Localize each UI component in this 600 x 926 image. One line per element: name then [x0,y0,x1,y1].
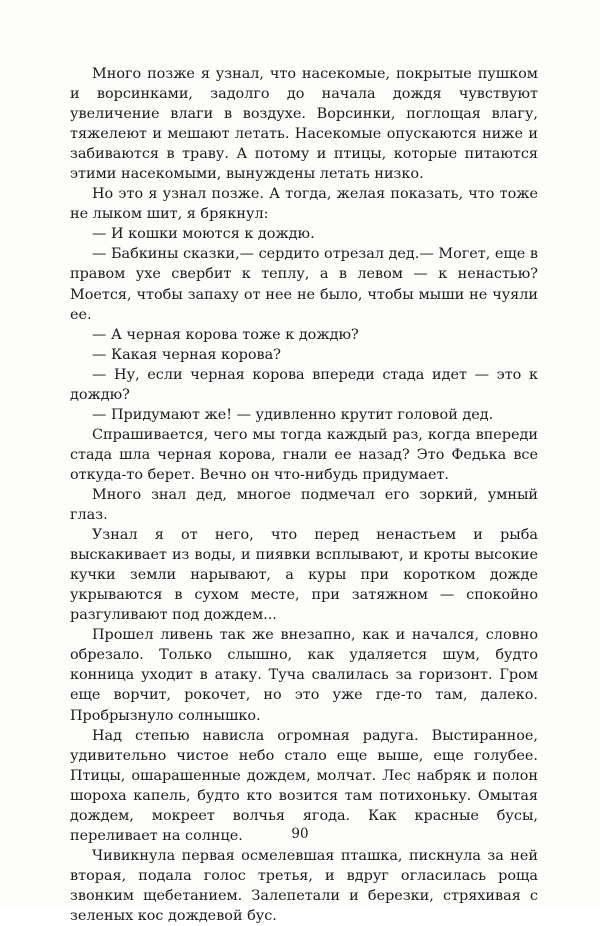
dialogue-line: — Какая черная корова? [92,346,281,363]
paragraph: Но это я узнал позже. А тогда, желая показать, что тоже не лыком шит, я брякнул: [70,186,538,223]
paragraph: Прошел ливень так же внезапно, как и начался, словно обрезало. Только слышно, как удаляется шум, будто конница уходит в атаку. Туча свалилась за горизонт. Гром еще ворчит, рокочет, но это уже где-то там, далеко. Пробрызнуло солнышко. [70,627,538,724]
paragraph: Много позже я узнал, что насекомые, покрытые пушком и ворсинками, задолго до начала дождя чувствуют увеличение влаги в воздухе. Ворсинки, поглощая влагу, тяжелеют и мешают летать. Насекомые опускаются ниже и забиваются в траву. А потому и птицы, которые питаются этими насекомыми, вынуждены летать низко. [70,66,538,183]
dialogue-line: — Бабкины сказки,— сердито отрезал дед.— Могет, еще в правом ухе свербит к теплу, а в левом — к ненастью? Моется, чтобы запаху от нее не было, чтобы мыши не чуяли ее. [70,246,538,323]
dialogue-line: — И кошки моются к дождю. [92,226,315,243]
paragraph: Чивикнула первая осмелевшая пташка, пискнула за ней вторая, подала голос третья, и вдруг огласилась роща звонким щебетанием. Залепетали и березки, стряхивая с зеленых кос дождевой бус. [70,847,538,924]
paragraph: Над степью нависла огромная радуга. Выстиранное, удивительно чистое небо стало еще выше, еще голубее. Птицы, ошарашенные дождем, молчат. Лес набряк и полон шороха капель, будто кто возится там потихоньку. Омытая дождем, мокреет волчья ягода. Как красные бусы, переливает на солнце. [70,727,538,844]
body-text [70,64,538,926]
dialogue-line: — Придумают же! — удивленно крутит головой дед. [92,406,494,423]
paragraph: Много знал дед, многое подмечал его зоркий, умный глаз. [70,486,538,524]
page-number: 90 [291,826,309,842]
dialogue-line: — А черная корова тоже к дождю? [92,326,359,343]
dialogue-line: — Ну, если черная корова впереди стада идет — это к дождю? [70,366,538,403]
paragraph: Узнал я от него, что перед ненастьем и рыба выскакивает из воды, и пиявки всплывают, и кроты высокие кучки земли нарывают, а куры при коротком дожде укрываются в сухом месте, при затяжном — спокойно разгуливают под дождем... [70,527,538,624]
paragraph: Спрашивается, чего мы тогда каждый раз, когда впереди стада шла черная корова, гнали ее назад? Это Федька все откуда-то берет. Вечно он что-нибудь придумает. [70,426,538,483]
